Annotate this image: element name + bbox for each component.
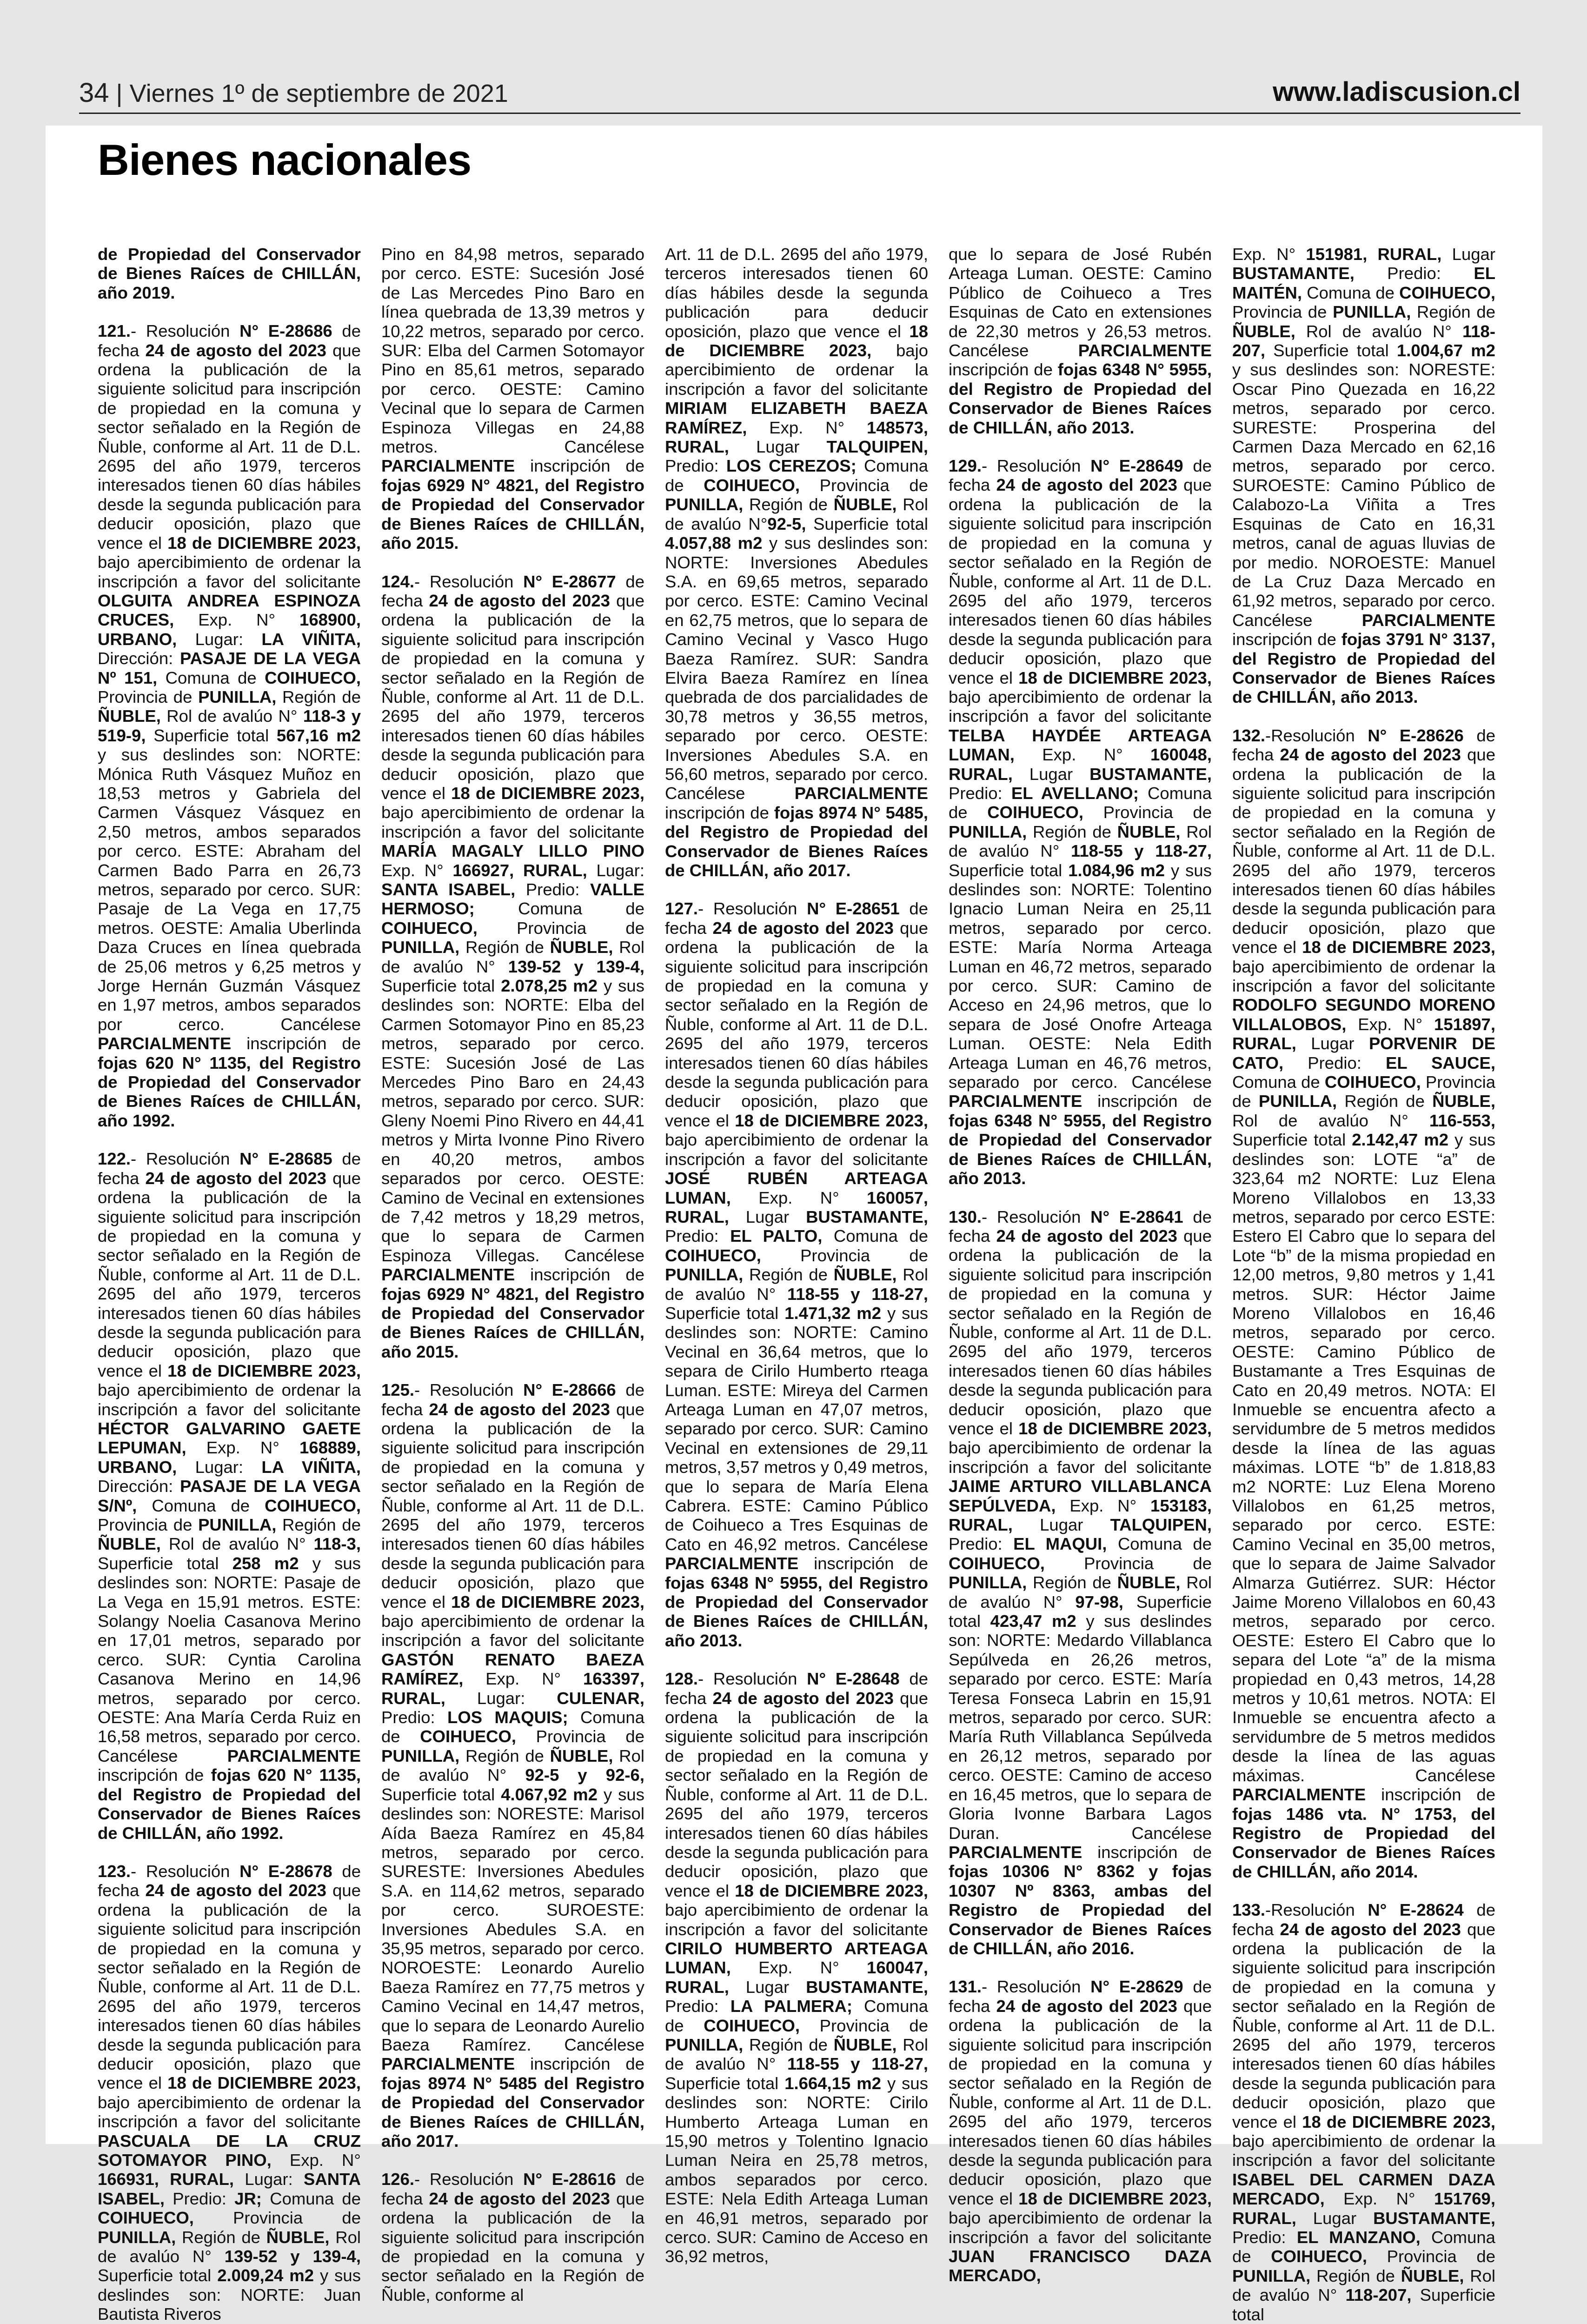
notice-paragraph: de Propiedad del Conservador de Bienes Raíces de CHILLÁN, año 2019.: [98, 245, 361, 302]
notice-paragraph: que lo separa de José Rubén Arteaga Luman. OESTE: Camino Público de Coihueco a Tres Esquinas de Cato en extensiones de 22,30 metros y 26,53 metros. Cancélese PARCIALMENTE inscripción de fojas 6348 N° 5955, del Registro de Propiedad del Conservador de Bienes Raíces de CHILLÁN, año 2013.: [949, 245, 1212, 437]
notice-paragraph: 125.- Resolución N° E-28666 de fecha 24 de agosto del 2023 que ordena la publicación de la siguiente solicitud para inscripción de propiedad en la comuna y sector señalado en la Región de Ñuble, conforme al Art. 11 de D.L. 2695 del año 1979, terceros interesados tienen 60 días hábiles desde la segunda publicación para deducir oposición, plazo que vence el 18 de DICIEMBRE 2023, bajo apercibimiento de ordenar la inscripción a favor del solicitante GASTÓN RENATO BAEZA RAMÍREZ, Exp. N° 163397, RURAL, Lugar: CULENAR, Predio: LOS MAQUIS; Comuna de COIHUECO, Provincia de PUNILLA, Región de ÑUBLE, Rol de avalúo N° 92-5 y 92-6, Superficie total 4.067,92 m2 y sus deslindes son: NORESTE: Marisol Aída Baeza Ramírez en 45,84 metros, separado por cerco. SURESTE: Inversiones Abedules S.A. en 114,62 metros, separado por cerco. SUROESTE: Inversiones Abedules S.A. en 35,95 metros, separado por cerco. NOROESTE: Leonardo Aurelio Baeza Ramírez en 77,75 metros y Camino Vecinal en 14,47 metros, que lo separa de Leonardo Aurelio Baeza Ramírez. Cancélese PARCIALMENTE inscripción de fojas 8974 N° 5485 del Registro de Propiedad del Conservador de Bienes Raíces de CHILLÁN, año 2017.: [381, 1380, 645, 2151]
notice-paragraph: 126.- Resolución N° E-28616 de fecha 24 de agosto del 2023 que ordena la publicación de la siguiente solicitud para inscripción de propiedad en la comuna y sector señalado en la Región de Ñuble, conforme al: [381, 2170, 644, 2304]
section-title: Bienes nacionales: [98, 135, 471, 184]
article-columns: [98, 245, 1496, 2324]
column-1: [98, 245, 361, 2324]
notice-paragraph: 130.- Resolución N° E-28641 de fecha 24 de agosto del 2023 que ordena la publicación de la siguiente solicitud para inscripción de propiedad en la comuna y sector señalado en la Región de Ñuble, conforme al Art. 11 de D.L. 2695 del año 1979, terceros interesados tienen 60 días hábiles desde la segunda publicación para deducir oposición, plazo que vence el 18 de DICIEMBRE 2023, bajo apercibimiento de ordenar la inscripción a favor del solicitante JAIME ARTURO VILLABLANCA SEPÚLVEDA, Exp. N° 153183, RURAL, Lugar TALQUIPEN, Predio: EL MAQUI, Comuna de COIHUECO, Provincia de PUNILLA, Región de ÑUBLE, Rol de avalúo N° 97-98, Superficie total 423,47 m2 y sus deslindes son: NORTE: Medardo Villablanca Sepúlveda en 26,26 metros, separado por cerco. ESTE: María Teresa Fonseca Labrin en 15,91 metros, separado por cerco. SUR: María Ruth Villablanca Sepúlveda en 26,12 metros, separado por cerco. OESTE: Camino de acceso en 16,45 metros, que lo separa de Gloria Ivonne Barbara Lagos Duran. Cancélese PARCIALMENTE inscripción de fojas 10306 N° 8362 y fojas 10307 Nº 8363, ambas del Registro de Propiedad del Conservador de Bienes Raíces de CHILLÁN, año 2016.: [949, 1207, 1212, 1958]
notice-paragraph: 122.- Resolución N° E-28685 de fecha 24 de agosto del 2023 que ordena la publicación de la siguiente solicitud para inscripción de propiedad en la comuna y sector señalado en la Región de Ñuble, conforme al Art. 11 de D.L. 2695 del año 1979, terceros interesados tienen 60 días hábiles desde la segunda publicación para deducir oposición, plazo que vence el 18 de DICIEMBRE 2023, bajo apercibimiento de ordenar la inscripción a favor del solicitante HÉCTOR GALVARINO GAETE LEPUMAN, Exp. N° 168889, URBANO, Lugar: LA VIÑITA, Dirección: PASAJE DE LA VEGA S/Nº, Comuna de COIHUECO, Provincia de PUNILLA, Región de ÑUBLE, Rol de avalúo N° 118-3, Superficie total 258 m2 y sus deslindes son: NORTE: Pasaje de La Vega en 15,91 metros. ESTE: Solangy Noelia Casanova Merino en 17,01 metros, separado por cerco. SUR: Cyntia Carolina Casanova Merino en 14,96 metros, separado por cerco. OESTE: Ana María Cerda Ruiz en 16,58 metros, separado por cerco. Cancélese PARCIALMENTE inscripción de fojas 620 N° 1135, del Registro de Propiedad del Conservador de Bienes Raíces de CHILLÁN, año 1992.: [98, 1149, 361, 1843]
column-4: [949, 245, 1212, 2285]
notice-paragraph: 131.- Resolución N° E-28629 de fecha 24 de agosto del 2023 que ordena la publicación de la siguiente solicitud para inscripción de propiedad en la comuna y sector señalado en la Región de Ñuble, conforme al Art. 11 de D.L. 2695 del año 1979, terceros interesados tienen 60 días hábiles desde la segunda publicación para deducir oposición, plazo que vence el 18 de DICIEMBRE 2023, bajo apercibimiento de ordenar la inscripción a favor del solicitante JUAN FRANCISCO DAZA MERCADO,: [949, 1977, 1212, 2285]
column-3: [665, 245, 929, 2266]
header-separator: |: [116, 80, 130, 107]
notice-paragraph: 123.- Resolución N° E-28678 de fecha 24 de agosto del 2023 que ordena la publicación de la siguiente solicitud para inscripción de propiedad en la comuna y sector señalado en la Región de Ñuble, conforme al Art. 11 de D.L. 2695 del año 1979, terceros interesados tienen 60 días hábiles desde la segunda publicación para deducir oposición, plazo que vence el 18 de DICIEMBRE 2023, bajo apercibimiento de ordenar la inscripción a favor del solicitante PASCUALA DE LA CRUZ SOTOMAYOR PINO, Exp. N° 166931, RURAL, Lugar: SANTA ISABEL, Predio: JR; Comuna de COIHUECO, Provincia de PUNILLA, Región de ÑUBLE, Rol de avalúo N° 139-52 y 139-4, Superficie total 2.009,24 m2 y sus deslindes son: NORTE: Juan Bautista Riveros: [98, 1861, 361, 2324]
page-number: 34: [79, 78, 109, 108]
page-header: [79, 74, 1521, 116]
notice-paragraph: 128.- Resolución N° E-28648 de fecha 24 de agosto del 2023 que ordena la publicación de la siguiente solicitud para inscripción de propiedad en la comuna y sector señalado en la Región de Ñuble, conforme al Art. 11 de D.L. 2695 del año 1979, terceros interesados tienen 60 días hábiles desde la segunda publicación para deducir oposición, plazo que vence el 18 de DICIEMBRE 2023, bajo apercibimiento de ordenar la inscripción a favor del solicitante CIRILO HUMBERTO ARTEAGA LUMAN, Exp. N° 160047, RURAL, Lugar BUSTAMANTE, Predio: LA PALMERA; Comuna de COIHUECO, Provincia de PUNILLA, Región de ÑUBLE, Rol de avalúo N° 118-55 y 118-27, Superficie total 1.664,15 m2 y sus deslindes son: NORTE: Cirilo Humberto Arteaga Luman en 15,90 metros y Tolentino Ignacio Luman Neira en 25,78 metros, ambos separados por cerco. ESTE: Nela Edith Arteaga Luman en 46,91 metros, separado por cerco. SUR: Camino de Acceso en 36,92 metros,: [665, 1669, 929, 2266]
header-rule: [79, 113, 1521, 114]
notice-paragraph: 132.-Resolución N° E-28626 de fecha 24 de agosto del 2023 que ordena la publicación de la siguiente solicitud para inscripción de propiedad en la comuna y sector señalado en la Región de Ñuble, conforme al Art. 11 de D.L. 2695 del año 1979, terceros interesados tienen 60 días hábiles desde la segunda publicación para deducir oposición, plazo que vence el 18 de DICIEMBRE 2023, bajo apercibimiento de ordenar la inscripción a favor del solicitante RODOLFO SEGUNDO MORENO VILLALOBOS, Exp. N° 151897, RURAL, Lugar PORVENIR DE CATO, Predio: EL SAUCE, Comuna de COIHUECO, Provincia de PUNILLA, Región de ÑUBLE, Rol de avalúo N° 116-553, Superficie total 2.142,47 m2 y sus deslindes son: LOTE “a” de 323,64 m2 NORTE: Luz Elena Moreno Villalobos en 13,33 metros, separado por cerco ESTE: Estero El Cabro que lo separa del Lote “b” de la misma propiedad en 12,00 metros, 9,80 metros y 1,41 metros. SUR: Héctor Jaime Moreno Villalobos en 16,46 metros, separado por cerco. OESTE: Camino Público de Bustamante a Tres Esquinas de Cato en 20,49 metros. NOTA: El Inmueble se encuentra afecto a servidumbre de 5 metros medidos desde la línea de las aguas máximas. LOTE “b” de 1.818,83 m2 NORTE: Luz Elena Moreno Villalobos en 61,25 metros, separado por cerco. ESTE: Camino Vecinal en 35,00 metros, que lo separa de Jaime Salvador Almarza Gutiérrez. SUR: Héctor Jaime Moreno Villalobos en 60,43 metros, separado por cerco. OESTE: Estero El Cabro que lo separa del Lote “a” de la misma propiedad en 0,43 metros, 14,28 metros y 10,61 metros. NOTA: El Inmueble se encuentra afecto a servidumbre de 5 metros medidos desde la línea de las aguas máximas. Cancélese PARCIALMENTE inscripción de fojas 1486 vta. N° 1753, del Registro de Propiedad del Conservador de Bienes Raíces de CHILLÁN, año 2014.: [1232, 726, 1496, 1881]
website-url[interactable]: www.ladiscusion.cl: [1273, 77, 1521, 107]
notice-paragraph: 133.-Resolución N° E-28624 de fecha 24 de agosto del 2023 que ordena la publicación de la siguiente solicitud para inscripción de propiedad en la comuna y sector señalado en la Región de Ñuble, conforme al Art. 11 de D.L. 2695 del año 1979, terceros interesados tienen 60 días hábiles desde la segunda publicación para deducir oposición, plazo que vence el 18 de DICIEMBRE 2023, bajo apercibimiento de ordenar la inscripción a favor del solicitante ISABEL DEL CARMEN DAZA MERCADO, Exp. N° 151769, RURAL, Lugar BUSTAMANTE, Predio: EL MANZANO, Comuna de COIHUECO, Provincia de PUNILLA, Región de ÑUBLE, Rol de avalúo N° 118-207, Superficie total: [1232, 1900, 1496, 2324]
notice-paragraph: Pino en 84,98 metros, separado por cerco. ESTE: Sucesión José de Las Mercedes Pino Baro en línea quebrada de 13,39 metros y 10,22 metros, separado por cerco. SUR: Elba del Carmen Sotomayor Pino en 85,61 metros, separado por cerco. OESTE: Camino Vecinal que lo separa de Carmen Espinoza Villegas en 24,88 metros. Cancélese PARCIALMENTE inscripción de fojas 6929 N° 4821, del Registro de Propiedad del Conservador de Bienes Raíces de CHILLÁN, año 2015.: [381, 245, 644, 553]
notice-paragraph: 127.- Resolución N° E-28651 de fecha 24 de agosto del 2023 que ordena la publicación de la siguiente solicitud para inscripción de propiedad en la comuna y sector señalado en la Región de Ñuble, conforme al Art. 11 de D.L. 2695 del año 1979, terceros interesados tienen 60 días hábiles desde la segunda publicación para deducir oposición, plazo que vence el 18 de DICIEMBRE 2023, bajo apercibimiento de ordenar la inscripción a favor del solicitante JOSÉ RUBÉN ARTEAGA LUMAN, Exp. N° 160057, RURAL, Lugar BUSTAMANTE, Predio: EL PALTO, Comuna de COIHUECO, Provincia de PUNILLA, Región de ÑUBLE, Rol de avalúo N° 118-55 y 118-27, Superficie total 1.471,32 m2 y sus deslindes son: NORTE: Camino Vecinal en 36,64 metros, que lo separa de Cirilo Humberto rteaga Luman. ESTE: Mireya del Carmen Arteaga Luman en 47,07 metros, separado por cerco. SUR: Camino Vecinal en extensiones de 29,11 metros, 3,57 metros y 0,49 metros, que lo separa de María Elena Cabrera. ESTE: Camino Público de Coihueco a Tres Esquinas de Cato en 46,92 metros. Cancélese PARCIALMENTE inscripción de fojas 6348 N° 5955, del Registro de Propiedad del Conservador de Bienes Raíces de CHILLÁN, año 2013.: [665, 899, 929, 1650]
notice-paragraph: 129.- Resolución N° E-28649 de fecha 24 de agosto del 2023 que ordena la publicación de la siguiente solicitud para inscripción de propiedad en la comuna y sector señalado en la Región de Ñuble, conforme al Art. 11 de D.L. 2695 del año 1979, terceros interesados tienen 60 días hábiles desde la segunda publicación para deducir oposición, plazo que vence el 18 de DICIEMBRE 2023, bajo apercibimiento de ordenar la inscripción a favor del solicitante TELBA HAYDÉE ARTEAGA LUMAN, Exp. N° 160048, RURAL, Lugar BUSTAMANTE, Predio: EL AVELLANO; Comuna de COIHUECO, Provincia de PUNILLA, Región de ÑUBLE, Rol de avalúo N° 118-55 y 118-27, Superficie total 1.084,96 m2 y sus deslindes son: NORTE: Tolentino Ignacio Luman Neira en 25,11 metros, separado por cerco. ESTE: María Norma Arteaga Luman en 46,72 metros, separado por cerco. SUR: Camino de Acceso en 24,96 metros, que lo separa de José Onofre Arteaga Luman. OESTE: Nela Edith Arteaga Luman en 46,76 metros, separado por cerco. Cancélese PARCIALMENTE inscripción de fojas 6348 N° 5955, del Registro de Propiedad del Conservador de Bienes Raíces de CHILLÁN, año 2013.: [949, 456, 1212, 1188]
notice-paragraph: 124.- Resolución N° E-28677 de fecha 24 de agosto del 2023 que ordena la publicación de la siguiente solicitud para inscripción de propiedad en la comuna y sector señalado en la Región de Ñuble, conforme al Art. 11 de D.L. 2695 del año 1979, terceros interesados tienen 60 días hábiles desde la segunda publicación para deducir oposición, plazo que vence el 18 de DICIEMBRE 2023, bajo apercibimiento de ordenar la inscripción a favor del solicitante MARÍA MAGALY LILLO PINO Exp. N° 166927, RURAL, Lugar: SANTA ISABEL, Predio: VALLE HERMOSO; Comuna de COIHUECO, Provincia de PUNILLA, Región de ÑUBLE, Rol de avalúo N° 139-52 y 139-4, Superficie total 2.078,25 m2 y sus deslindes son: NORTE: Elba del Carmen Sotomayor Pino en 85,23 metros, separado por cerco. ESTE: Sucesión José de Las Mercedes Pino Baro en 24,43 metros, separado por cerco. SUR: Gleny Noemi Pino Rivero en 44,41 metros y Mirta Ivonne Pino Rivero en 40,20 metros, ambos separados por cerco. OESTE: Camino de Vecinal en extensiones de 7,42 metros y 18,29 metros, que lo separa de Carmen Espinoza Villegas. Cancélese PARCIALMENTE inscripción de fojas 6929 N° 4821, del Registro de Propiedad del Conservador de Bienes Raíces de CHILLÁN, año 2015.: [381, 572, 644, 1361]
column-2: [381, 245, 645, 2304]
notice-paragraph: 121.- Resolución N° E-28686 de fecha 24 de agosto del 2023 que ordena la publicación de la siguiente solicitud para inscripción de propiedad en la comuna y sector señalado en la Región de Ñuble, conforme al Art. 11 de D.L. 2695 del año 1979, terceros interesados tienen 60 días hábiles desde la segunda publicación para deducir oposición, plazo que vence el 18 de DICIEMBRE 2023, bajo apercibimiento de ordenar la inscripción a favor del solicitante OLGUITA ANDREA ESPINOZA CRUCES, Exp. N° 168900, URBANO, Lugar: LA VIÑITA, Dirección: PASAJE DE LA VEGA Nº 151, Comuna de COIHUECO, Provincia de PUNILLA, Región de ÑUBLE, Rol de avalúo N° 118-3 y 519-9, Superficie total 567,16 m2 y sus deslindes son: NORTE: Mónica Ruth Vásquez Muñoz en 18,53 metros y Gabriela del Carmen Vásquez Vásquez en 2,50 metros, ambos separados por cerco. ESTE: Abraham del Carmen Bado Parra en 26,73 metros, separado por cerco. SUR: Pasaje de La Vega en 17,75 metros. OESTE: Amalia Uberlinda Daza Cruces en línea quebrada de 25,06 metros y 6,25 metros y Jorge Hernán Guzmán Vásquez en 1,97 metros, ambos separados por cerco. Cancélese PARCIALMENTE inscripción de fojas 620 N° 1135, del Registro de Propiedad del Conservador de Bienes Raíces de CHILLÁN, año 1992.: [98, 321, 361, 1130]
page-body: [46, 126, 1542, 2324]
publication-date: Viernes 1º de septiembre de 2021: [129, 80, 508, 107]
header-folio: [79, 77, 508, 108]
column-5: [1232, 245, 1496, 2324]
notice-paragraph: Exp. N° 151981, RURAL, Lugar BUSTAMANTE, Predio: EL MAITÉN, Comuna de COIHUECO, Provincia de PUNILLA, Región de ÑUBLE, Rol de avalúo N° 118-207, Superficie total 1.004,67 m2 y sus deslindes son: NORESTE: Oscar Pino Quezada en 16,22 metros, separado por cerco. SURESTE: Prosperina del Carmen Daza Mercado en 62,16 metros, separado por cerco. SUROESTE: Camino Público de Calabozo-La Viñita a Tres Esquinas de Cato en 16,31 metros, canal de aguas lluvias de por medio. NOROESTE: Manuel de La Cruz Daza Mercado en 61,92 metros, separado por cerco. Cancélese PARCIALMENTE inscripción de fojas 3791 N° 3137, del Registro de Propiedad del Conservador de Bienes Raíces de CHILLÁN, año 2013.: [1232, 245, 1496, 707]
notice-paragraph: Art. 11 de D.L. 2695 del año 1979, terceros interesados tienen 60 días hábiles desde la segunda publicación para deducir oposición, plazo que vence el 18 de DICIEMBRE 2023, bajo apercibimiento de ordenar la inscripción a favor del solicitante MIRIAM ELIZABETH BAEZA RAMÍREZ, Exp. N° 148573, RURAL, Lugar TALQUIPEN, Predio: LOS CEREZOS; Comuna de COIHUECO, Provincia de PUNILLA, Región de ÑUBLE, Rol de avalúo N°92-5, Superficie total 4.057,88 m2 y sus deslindes son: NORTE: Inversiones Abedules S.A. en 69,65 metros, separado por cerco. ESTE: Camino Vecinal en 62,75 metros, que lo separa de Camino Vecinal y Vasco Hugo Baeza Ramírez. SUR: Sandra Elvira Baeza Ramírez en línea quebrada de dos parcialidades de 30,78 metros y 36,55 metros, separado por cerco. OESTE: Inversiones Abedules S.A. en 56,60 metros, separado por cerco. Cancélese PARCIALMENTE inscripción de fojas 8974 N° 5485, del Registro de Propiedad del Conservador de Bienes Raíces de CHILLÁN, año 2017.: [665, 245, 929, 880]
